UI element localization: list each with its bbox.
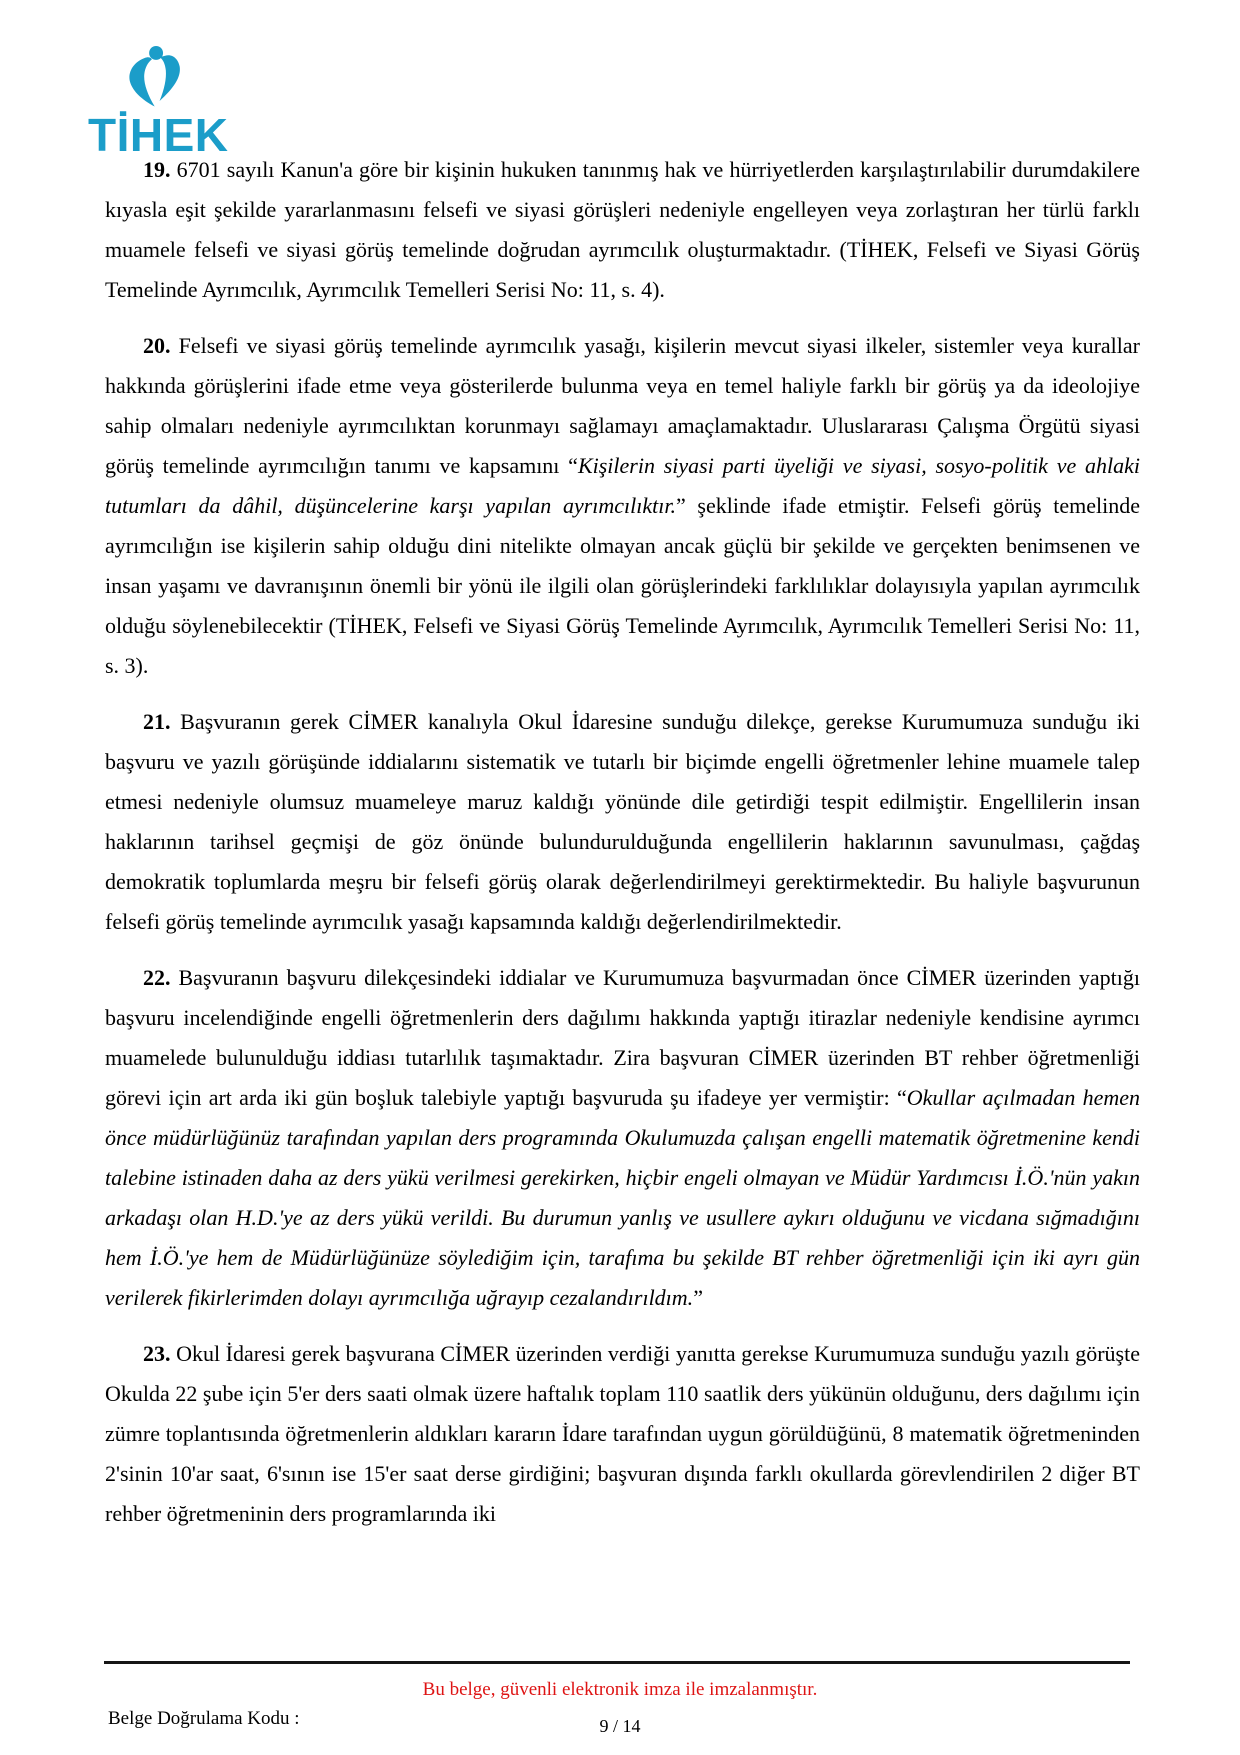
paragraph-text-normal: Okul İdaresi gerek başvurana CİMER üzerinden verdiği yanıtta gerekse Kurumumuza sunduğu yazılı görüşte Okulda 22 şube için 5'er ders saati olmak üzere haftalık toplam 110 saatlik ders yükünün olduğunu, ders dağılımı için zümre toplantısında öğretmenlerin aldıkları kararın İdare tarafından uygun görüldüğünü, 8 matematik öğretmeninden 2'sinin 10'ar saat, 6'sının ise 15'er saat derse girdiğini; başvuran dışında farklı okullarda görevlendirilen 2 diğer BT rehber öğretmeninin ders programlarında iki (105, 1341, 1140, 1526)
paragraph-20 (105, 326, 1140, 686)
signature-note: Bu belge, güvenli elektronik imza ile imzalanmıştır. (422, 1679, 818, 1700)
paragraph-number: 23. (143, 1341, 171, 1366)
paragraph-number: 21. (143, 709, 171, 734)
paragraph-21 (105, 702, 1140, 942)
heart-person-icon (116, 46, 192, 110)
paragraph-text-normal: ” şeklinde ifade etmiştir. Felsefi görüş temelinde ayrımcılığın ise kişilerin sahip olduğu dini nitelikte olmayan ancak güçlü bir şekilde ve gerçekten benimsenen ve insan yaşamı ve davranışının önemli bir yönü ile ilgili olan görüşlerindeki farklılıklar dolayısıyla yapılan ayrımcılık olduğu söylenebilecektir (TİHEK, Felsefi ve Siyasi Görüş Temelinde Ayrımcılık, Ayrımcılık Temelleri Serisi No: 11, s. 3). (105, 493, 1140, 678)
document-body (105, 150, 1140, 1550)
heart-person-icon-shapes (129, 46, 180, 107)
page-number: 9 / 14 (599, 1716, 641, 1736)
paragraph-text-normal: Felsefi ve siyasi görüş temelinde ayrımcılık yasağı, kişilerin mevcut siyasi ilkeler, sistemler veya kurallar hakkında görüşlerini ifade etme veya gösterilerde bulunma veya en temel haliyle farklı bir görüş ya da ideolojiye sahip olmaları nedeniyle ayrımcılıktan korunmayı sağlamayı amaçlamaktadır. Uluslararası Çalışma Örgütü siyasi görüş temelinde ayrımcılığın tanımı ve kapsamını “ (105, 333, 1140, 478)
paragraph-number: 19. (143, 157, 171, 182)
paragraph-text-italic: Okullar açılmadan hemen önce müdürlüğünüz tarafından yapılan ders programında Okulumuzda çalışan engelli matematik öğretmenine kendi talebine istinaden daha az ders yükü verilmesi gerekirken, hiçbir engeli olmayan ve Müdür Yardımcısı İ.Ö.'nün yakın arkadaşı olan H.D.'ye az ders yükü verildi. Bu durumun yanlış ve usullere aykırı olduğunu ve vicdana sığmadığını hem İ.Ö.'ye hem de Müdürlüğünüze söylediğim için, tarafıma bu şekilde BT rehber öğretmenliği için iki ayrı gün verilerek fikirlerimden dolayı ayrımcılığa uğrayıp cezalandırıldım. (105, 1085, 1141, 1310)
paragraph-23 (105, 1334, 1140, 1534)
paragraph-19 (105, 150, 1140, 310)
paragraph-text-normal: Başvuranın başvuru dilekçesindeki iddialar ve Kurumumuza başvurmadan önce CİMER üzerinden yaptığı başvuru incelendiğinde engelli öğretmenlerin ders dağılımı hakkında yaptığı itirazlar nedeniyle kendisine ayrımcı muamelede bulunulduğu iddiası tutarlılık taşımaktadır. Zira başvuran CİMER üzerinden BT rehber öğretmenliği görevi için art arda iki gün boşluk talebiyle yaptığı başvuruda şu ifadeye yer vermiştir: “ (105, 965, 1140, 1110)
paragraph-text-normal: 6701 sayılı Kanun'a göre bir kişinin hukuken tanınmış hak ve hürriyetlerden karşılaştırılabilir durumdakilere kıyasla eşit şekilde yararlanmasını felsefi ve siyasi görüşleri nedeniyle engelleyen veya zorlaştıran her türlü farklı muamele felsefi ve siyasi görüş temelinde doğrudan ayrımcılık oluşturmaktadır. (TİHEK, Felsefi ve Siyasi Görüş Temelinde Ayrımcılık, Ayrımcılık Temelleri Serisi No: 11, s. 4). (105, 157, 1140, 302)
brand-wordmark: TİHEK (88, 109, 229, 161)
paragraph-text-normal: ” (693, 1285, 703, 1310)
verification-code-label: Belge Doğrulama Kodu : (108, 1708, 300, 1729)
footer-divider (104, 1661, 1130, 1664)
paragraph-text-normal: Başvuranın gerek CİMER kanalıyla Okul İdaresine sunduğu dilekçe, gerekse Kurumumuza sunduğu iki başvuru ve yazılı görüşünde iddialarını sistematik ve tutarlı bir biçimde engelli öğretmenler lehine muamele talep etmesi nedeniyle olumsuz muameleye maruz kaldığı yönünde dile getirdiği tespit edilmiştir. Engellilerin insan haklarının tarihsel geçmişi de göz önünde bulundurulduğunda engellilerin haklarının savunulması, çağdaş demokratik toplumlarda meşru bir felsefi görüş olarak değerlendirilmeyi gerektirmektedir. Bu haliyle başvurunun felsefi görüş temelinde ayrımcılık yasağı kapsamında kaldığı değerlendirilmektedir. (105, 709, 1140, 934)
paragraph-number: 20. (143, 333, 171, 358)
paragraph-text-italic: Kişilerin siyasi parti üyeliği ve siyasi, sosyo-politik ve ahlaki tutumları da dâhil, düşüncelerine karşı yapılan ayrımcılıktır. (105, 453, 1140, 518)
paragraph-number: 22. (143, 965, 171, 990)
paragraph-22 (105, 958, 1140, 1318)
tihek-logo (88, 46, 248, 161)
